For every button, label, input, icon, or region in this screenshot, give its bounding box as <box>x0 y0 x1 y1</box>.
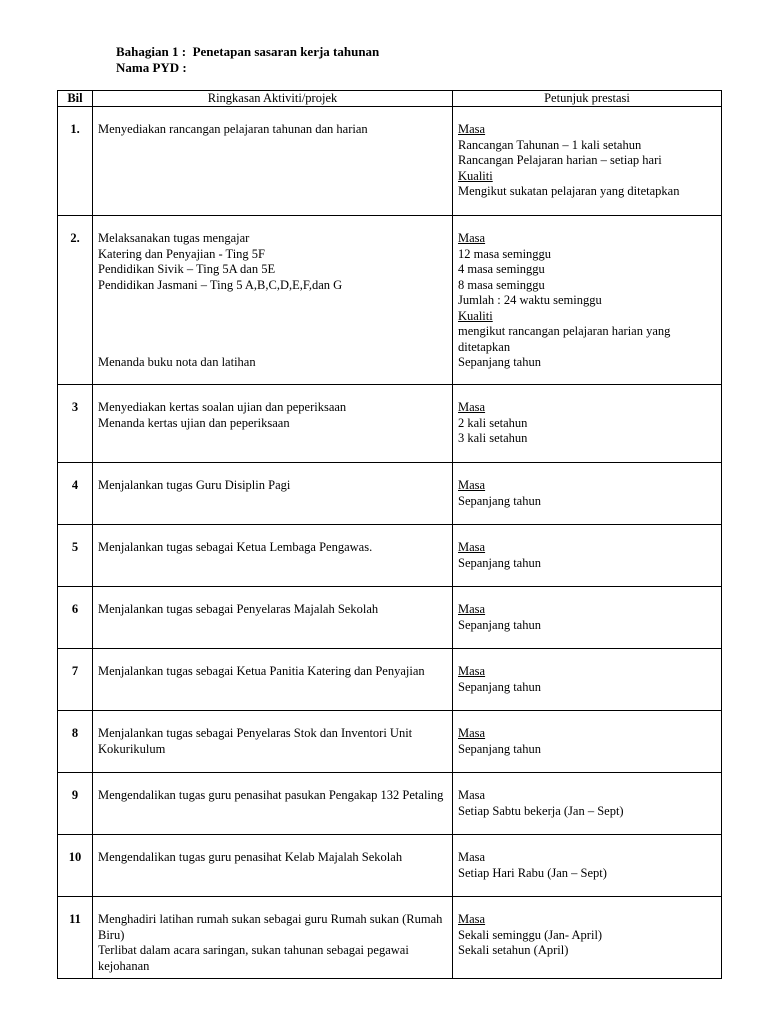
indicator-text: Sepanjang tahun <box>458 741 541 756</box>
section-title: Bahagian 1 : Penetapan sasaran kerja tahunan <box>116 44 380 59</box>
row-number: 3 <box>58 385 93 463</box>
indicator-text: Sepanjang tahun <box>458 493 541 508</box>
row-number: 1. <box>58 107 93 216</box>
indicator-text: Mengikut sukatan pelajaran yang ditetapkan <box>458 184 680 198</box>
indicator-text: 8 masa seminggu <box>458 277 545 292</box>
activity-cell <box>93 463 453 525</box>
row-number: 2. <box>58 216 93 385</box>
activity-text: Melaksanakan tugas mengajar <box>98 231 250 245</box>
table-row <box>58 649 722 711</box>
indicator-text: Setiap Sabtu bekerja (Jan – Sept) <box>458 803 624 818</box>
activity-text: Menyediakan rancangan pelajaran tahunan dan harian <box>98 122 368 136</box>
activity-text: Menjalankan tugas sebagai Ketua Lembaga Pengawas. <box>98 540 373 554</box>
indicator-heading: Masa <box>458 912 486 926</box>
activity-text: Menjalankan tugas Guru Disiplin Pagi <box>98 478 291 492</box>
indicator-text: Setiap Hari Rabu (Jan – Sept) <box>458 865 607 880</box>
activity-cell <box>93 649 453 711</box>
indicator-heading: Masa <box>458 602 486 616</box>
column-header-bil: Bil <box>58 91 93 107</box>
activity-spacer <box>98 293 448 355</box>
indicator-cell <box>453 525 722 587</box>
activity-cell <box>93 587 453 649</box>
indicator-heading: Masa <box>458 664 486 678</box>
indicator-heading: Masa <box>458 540 486 554</box>
indicator-text: Sekali setahun (April) <box>458 943 569 957</box>
table-row <box>58 835 722 897</box>
row-number: 4 <box>58 463 93 525</box>
row-number: 8 <box>58 711 93 773</box>
indicator-heading: Masa <box>458 478 486 492</box>
indicator-cell <box>453 835 722 897</box>
activity-cell <box>93 525 453 587</box>
row-number: 9 <box>58 773 93 835</box>
indicator-text: Jumlah : 24 waktu seminggu <box>458 293 602 307</box>
table-row <box>58 463 722 525</box>
indicator-text: Rancangan Pelajaran harian – setiap hari <box>458 153 662 167</box>
table-row <box>58 587 722 649</box>
activity-cell <box>93 773 453 835</box>
activity-text: Menyediakan kertas soalan ujian dan peperiksaan <box>98 400 347 414</box>
activity-text: Pendidikan Sivik – Ting 5A dan 5E <box>98 262 276 276</box>
activity-text: Katering dan Penyajian - Ting 5F <box>98 246 266 261</box>
activity-cell <box>93 897 453 979</box>
table-row <box>58 773 722 835</box>
indicator-text: 12 masa seminggu <box>458 246 552 261</box>
indicator-text: Masa <box>458 788 486 802</box>
indicator-heading: Masa <box>458 400 486 414</box>
table-row <box>58 216 722 385</box>
indicator-text: Sepanjang tahun <box>458 617 541 632</box>
document-heading <box>116 44 379 75</box>
row-number: 10 <box>58 835 93 897</box>
column-header-activity: Ringkasan Aktiviti/projek <box>93 91 453 107</box>
indicator-text: Sepanjang tahun <box>458 355 541 369</box>
indicator-cell <box>453 587 722 649</box>
row-number: 5 <box>58 525 93 587</box>
indicator-cell <box>453 385 722 463</box>
activity-text: Mengendalikan tugas guru penasihat Kelab Majalah Sekolah <box>98 850 403 864</box>
row-number: 6 <box>58 587 93 649</box>
activity-text: Menanda kertas ujian dan peperiksaan <box>98 415 290 430</box>
indicator-cell <box>453 773 722 835</box>
activity-text: Menanda buku nota dan latihan <box>98 355 256 369</box>
column-header-indicator: Petunjuk prestasi <box>453 91 722 107</box>
indicator-cell <box>453 463 722 525</box>
indicator-cell <box>453 649 722 711</box>
indicator-text: 3 kali setahun <box>458 431 528 445</box>
targets-table <box>57 90 722 979</box>
indicator-text: Sepanjang tahun <box>458 679 541 694</box>
row-number: 11 <box>58 897 93 979</box>
activity-text: Menjalankan tugas sebagai Penyelaras Stok dan Inventori Unit Kokurikulum <box>98 726 413 756</box>
activity-text: Menjalankan tugas sebagai Ketua Panitia Katering dan Penyajian <box>98 664 425 678</box>
indicator-text: 4 masa seminggu <box>458 262 545 276</box>
table-header-row <box>58 91 722 107</box>
activity-cell <box>93 107 453 216</box>
activity-text: Menghadiri latihan rumah sukan sebagai guru Rumah sukan (Rumah Biru) <box>98 912 443 942</box>
indicator-heading: Masa <box>458 231 486 245</box>
table-row <box>58 107 722 216</box>
activity-cell <box>93 385 453 463</box>
indicator-heading: Masa <box>458 726 486 740</box>
activity-text: Terlibat dalam acara saringan, sukan tahunan sebagai pegawai kejohanan <box>98 943 409 973</box>
indicator-cell <box>453 216 722 385</box>
table-row <box>58 525 722 587</box>
indicator-cell <box>453 711 722 773</box>
indicator-text: Rancangan Tahunan – 1 kali setahun <box>458 137 642 152</box>
table-row <box>58 897 722 979</box>
activity-cell <box>93 835 453 897</box>
indicator-text: 2 kali setahun <box>458 415 528 430</box>
indicator-cell <box>453 107 722 216</box>
indicator-text: mengikut rancangan pelajaran harian yang ditetapkan <box>458 324 671 354</box>
table-row <box>58 385 722 463</box>
activity-text: Pendidikan Jasmani – Ting 5 A,B,C,D,E,F,dan G <box>98 277 343 292</box>
table-row <box>58 711 722 773</box>
indicator-text: Masa <box>458 850 486 864</box>
indicator-heading: Masa <box>458 122 486 136</box>
row-number: 7 <box>58 649 93 711</box>
name-label: Nama PYD : <box>116 59 187 75</box>
indicator-cell <box>453 897 722 979</box>
indicator-text: Sekali seminggu (Jan- April) <box>458 927 603 942</box>
indicator-heading: Kualiti <box>458 168 493 183</box>
indicator-heading: Kualiti <box>458 308 493 323</box>
activity-text: Menjalankan tugas sebagai Penyelaras Majalah Sekolah <box>98 602 379 616</box>
activity-cell <box>93 711 453 773</box>
activity-text: Mengendalikan tugas guru penasihat pasukan Pengakap 132 Petaling <box>98 788 444 802</box>
indicator-text: Sepanjang tahun <box>458 555 541 570</box>
activity-cell <box>93 216 453 385</box>
